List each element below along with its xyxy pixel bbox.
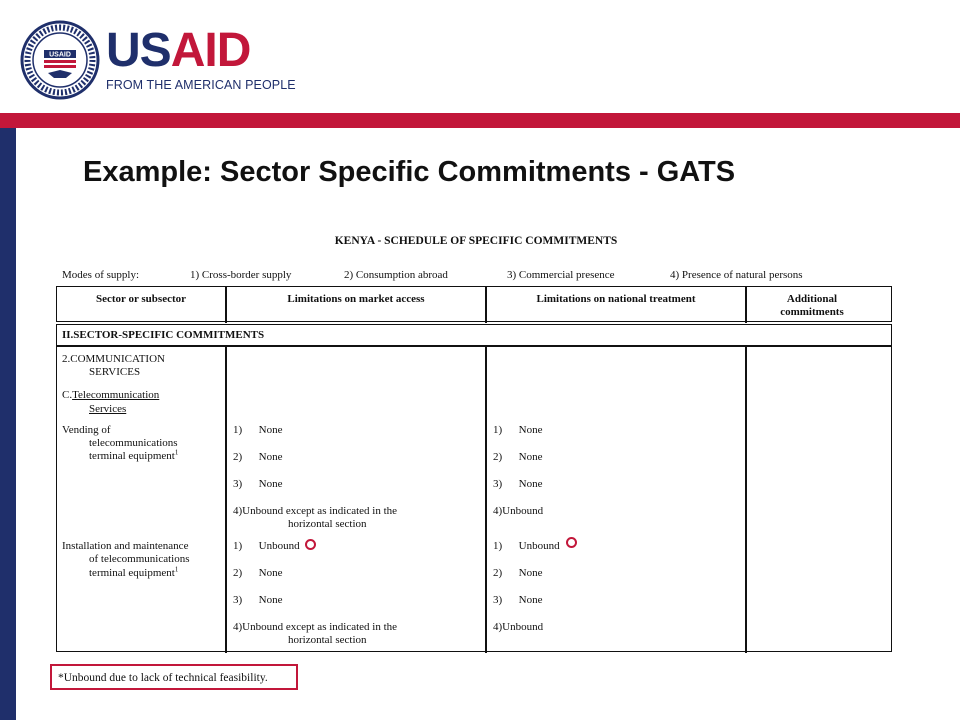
- brand-wordmark: [106, 24, 251, 77]
- market-access-vending-4-cont: horizontal section: [288, 518, 367, 530]
- footnote-mark: *: [58, 672, 64, 684]
- mode-3: 3) Commercial presence: [507, 269, 615, 281]
- highlight-circle-market-access: [305, 539, 316, 550]
- sector-telecom: C.Telecommunication: [62, 389, 160, 401]
- mode-1: 1) Cross-border supply: [190, 269, 292, 281]
- subsector-installation: Installation and maintenance: [62, 540, 189, 552]
- mode-2: 2) Consumption abroad: [344, 269, 448, 281]
- schedule-body-table: [56, 346, 892, 652]
- national-treatment-vending-3: 3) None: [493, 478, 543, 490]
- market-access-vending-2: 2) None: [233, 451, 283, 463]
- market-access-vending-4: 4)Unbound except as indicated in the: [233, 505, 398, 517]
- slide-title: Example: Sector Specific Commitments - GATS: [83, 156, 736, 188]
- subsector-vending-cont: telecommunications: [89, 437, 178, 449]
- mode-4: 4) Presence of natural persons: [670, 269, 803, 281]
- market-access-vending-3: 3) None: [233, 478, 283, 490]
- subsector-vending-cont2: terminal equipment$^1$: [89, 448, 179, 462]
- sector-communication: 2.COMMUNICATION: [62, 353, 165, 365]
- subsector-installation-cont2: terminal equipment$^1$: [89, 565, 179, 579]
- column-header-national-treatment: Limitations on national treatment: [536, 293, 696, 305]
- side-accent-bar: [0, 128, 16, 720]
- column-header-sector: Sector or subsector: [95, 293, 187, 305]
- brand-tagline: FROM THE AMERICAN PEOPLE: [106, 78, 296, 92]
- usaid-logo: [20, 20, 296, 100]
- national-treatment-vending-4: 4)Unbound: [493, 505, 544, 517]
- brand-aid: AID: [170, 24, 251, 77]
- national-treatment-vending-2: 2) None: [493, 451, 543, 463]
- highlight-circle-national-treatment: [566, 537, 577, 548]
- modes-label: Modes of supply:: [62, 269, 139, 281]
- subsector-vending: Vending of: [62, 424, 111, 436]
- sector-telecom-cont: Services: [89, 403, 127, 415]
- market-access-install-1: 1) Unbound: [233, 540, 300, 552]
- market-access-install-4: 4)Unbound except as indicated in the: [233, 621, 398, 633]
- market-access-vending-1: 1) None: [233, 424, 283, 436]
- market-access-install-4-cont: horizontal section: [288, 634, 367, 646]
- sector-communication-cont: SERVICES: [89, 366, 141, 378]
- section-heading: II.SECTOR-SPECIFIC COMMITMENTS: [62, 329, 265, 341]
- market-access-install-3: 3) None: [233, 594, 283, 606]
- national-treatment-install-1: 1) Unbound: [493, 540, 560, 552]
- column-header-market-access: Limitations on market access: [287, 293, 425, 305]
- header-divider: [0, 113, 960, 128]
- usaid-seal-icon: [20, 20, 100, 100]
- footnote-box: [50, 664, 298, 690]
- brand-us: US: [106, 24, 171, 77]
- national-treatment-install-2: 2) None: [493, 567, 543, 579]
- national-treatment-install-4: 4)Unbound: [493, 621, 544, 633]
- schedule-header-table: [56, 286, 892, 322]
- column-header-additional: Additional commitments: [780, 293, 844, 318]
- national-treatment-vending-1: 1) None: [493, 424, 543, 436]
- footnote-text: Unbound due to lack of technical feasibility.: [63, 672, 268, 684]
- section-heading-row: [56, 324, 892, 346]
- national-treatment-install-3: 3) None: [493, 594, 543, 606]
- document-title: KENYA - SCHEDULE OF SPECIFIC COMMITMENTS: [334, 235, 618, 247]
- svg-text:USAID: USAID: [49, 51, 71, 59]
- market-access-install-2: 2) None: [233, 567, 283, 579]
- subsector-installation-cont: of telecommunications: [89, 553, 190, 565]
